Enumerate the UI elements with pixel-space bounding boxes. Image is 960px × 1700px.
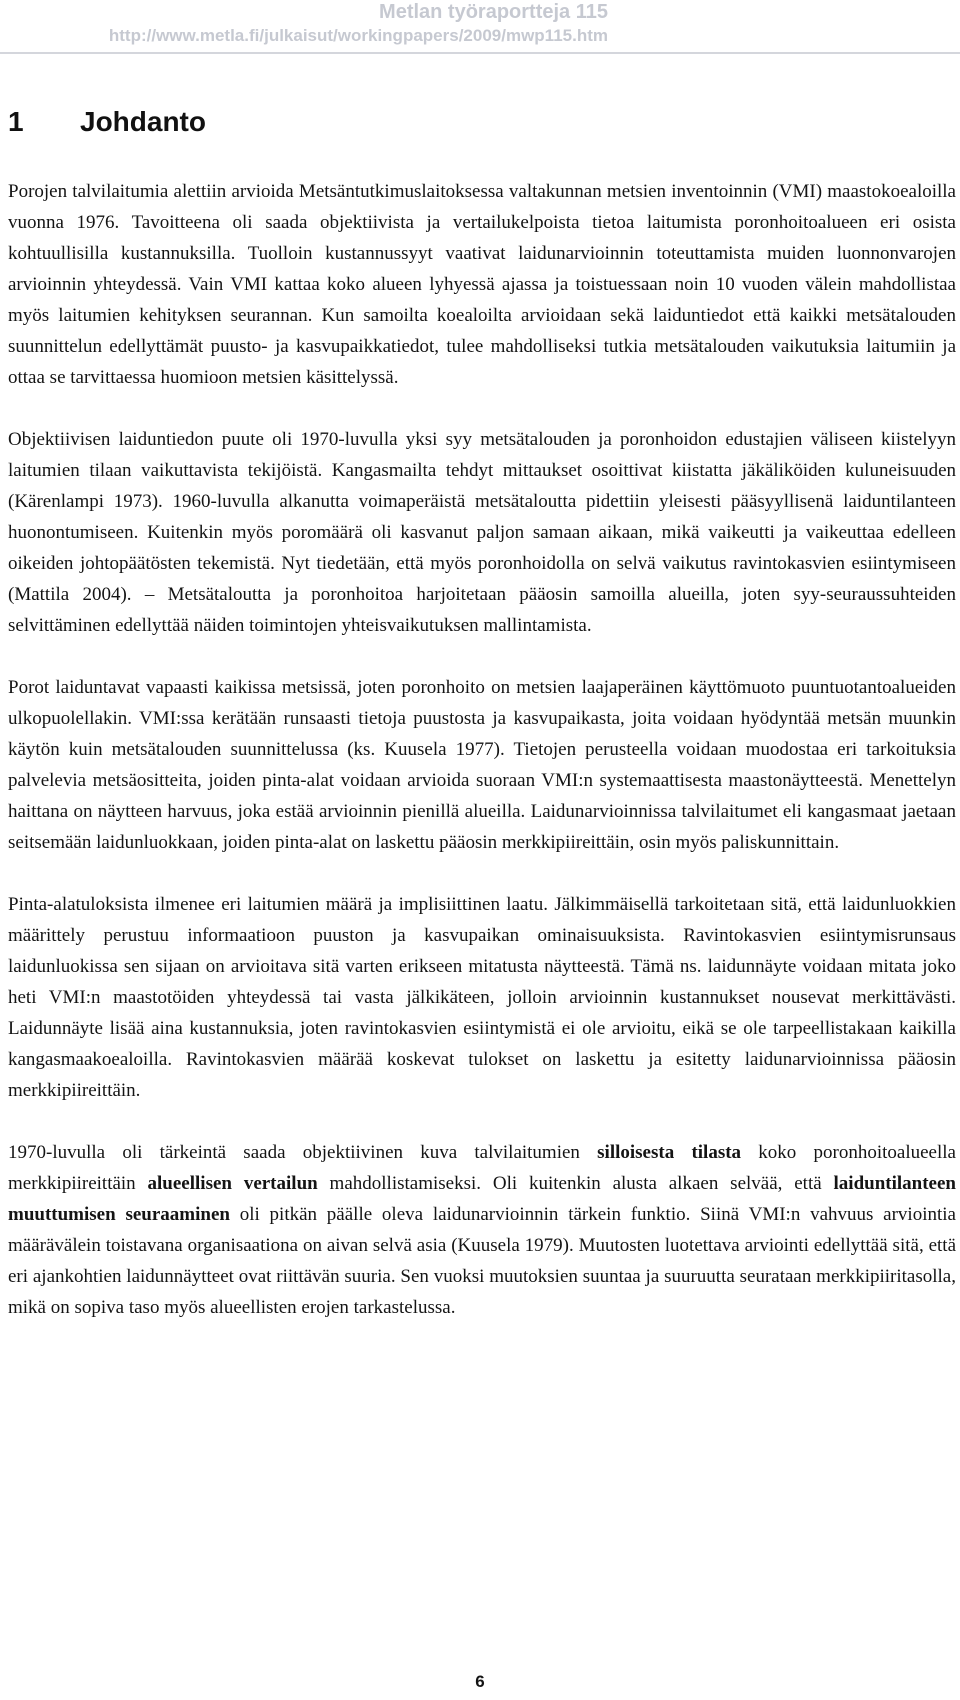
paragraph — [8, 176, 956, 393]
paragraph-text: koko poronhoitoalueella merkkipiireittäin — [8, 1142, 956, 1194]
paragraph-text: oli pitkän päälle oleva laidunarvioinnin tärkein funktio. Siinä VMI:n vahvuus arviointia määrävälein toistavana organisaationa on aivan selvä asia (Kuusela 1979). Muutosten luotettava arviointi edellyttää sitä, että eri ajankohtien laidunnäytteet ovat riittävän suuria. Sen vuoksi muutoksien suuntaa ja suuruutta seurataan merkkipiiritasolla, mikä on sopiva taso myös alueellisten erojen tarkastelussa. — [8, 1204, 956, 1318]
paragraph — [8, 424, 956, 641]
emphasis: laiduntilanteen muuttumisen seuraaminen — [8, 1173, 956, 1225]
paragraph-text: 1970-luvulla oli tärkeintä saada objektiivinen kuva talvilaitumien — [8, 1142, 598, 1163]
paragraph-text: Objektiivisen laiduntiedon puute oli 1970-luvulla yksi syy metsätalouden ja poronhoidon edustajien väliseen kiistelyyn laitumien tilaan vaikuttavista tekijöistä. Kangasmailta tehdyt mittaukset osoittivat kiistatta jäkäliköiden kuluneisuuden (Kärenlampi 1973). 1960-luvulla alkanutta voimaperäistä metsätaloutta pidettiin yleisesti pääsyyllisenä laiduntilanteen huonontumiseen. Kuitenkin myös poromäärä oli kasvanut paljon samaan aikaan, mikä vaikeutti ja vaikeuttaa edelleen oikeiden johtopäätösten tekemistä. Nyt tiedetään, että myös poronhoidolla on selvä vaikutus ravintokasvien esiintymiseen (Mattila 2004). – Metsätaloutta ja poronhoitoa harjoitetaan pääosin samoilla alueilla, joten syy-seuraussuhteiden selvittäminen edellyttää näiden toimintojen yhteisvaikutuksen mallintamista. — [8, 429, 956, 636]
paragraph-text: Porojen talvilaitumia alettiin arvioida Metsäntutkimuslaitoksessa valtakunnan metsien inventoinnin (VMI) maastokoealoilla vuonna 1976. Tavoitteena oli saada objektiivista ja vertailukelpoista tietoa laitumista poronhoitoalueen eri osista kohtuullisilla kustannuksilla. Tuolloin kustannussyyt vaativat laidunarvioinnin toteuttamista muiden luonnonvarojen arvioinnin yhteydessä. Vain VMI kattaa koko alueen lyhyessä ajassa ja toistuessaan noin 10 vuoden välein mahdollistaa myös laitumien kehityksen seurannan. Kun samoilta koealoilta arvioidaan sekä laiduntiedot että kaikki metsätalouden suunnittelun edellyttämät puusto- ja kasvupaikkatiedot, tulee mahdolliseksi tutkia metsätalouden vaikutuksia laitumiin ja ottaa se tarvittaessa huomioon metsien käsittelyssä. — [8, 181, 956, 388]
paragraph — [8, 889, 956, 1106]
running-header — [109, 0, 608, 48]
paragraph-text: Porot laiduntavat vapaasti kaikissa metsissä, joten poronhoito on metsien laajaperäinen käyttömuoto puuntuotantoalueiden ulkopuolellakin. VMI:ssa kerätään runsaasti tietoja puustosta ja kasvupaikasta, joita voidaan hyödyntää metsän muunkin käytön kuin metsätalouden suunnittelussa (ks. Kuusela 1977). Tietojen perusteella voidaan muodostaa eri tarkoituksia palvelevia metsäositteita, joiden pinta-alat voidaan arvioida suoraan VMI:n systemaattisesta maastonäytteestä. Menettelyn haittana on näytteen harvuus, joka estää arvioinnin pienillä alueilla. Laidunarvioinnissa talvilaitumet eli kangasmaat jaetaan seitsemään laidunluokkaan, joiden pinta-alat on laskettu pääosin merkkipiireittäin, osin myös paliskunnittain. — [8, 677, 956, 853]
paragraph — [8, 672, 956, 858]
paragraph — [8, 1137, 956, 1323]
paragraph-text: Pinta-alatuloksista ilmenee eri laitumien määrä ja implisiittinen laatu. Jälkimmäisellä tarkoitetaan sitä, että laidunluokkien määrittely perustuu informaatioon puuston ja kasvupaikan ominaisuuksista. Ravintokasvien esiintymisrunsaus laidunluokissa sen sijaan on arvioitava sitä varten erikseen mitatusta näytteestä. Tämä ns. laidunnäyte voidaan mitata joko heti VMI:n maastotöiden yhteydessä tai vasta jälkikäteen, jolloin arvioinnin kustannukset nousevat merkittävästi. Laidunnäyte lisää aina kustannuksia, joten ravintokasvien esiintymistä ei ole arvioitu, eikä se ole tarpeellistakaan kaikilla kangasmaakoealoilla. Ravintokasvien määrää koskevat tulokset on laskettu ja esitetty laidunarvioinnissa pääosin merkkipiireittäin. — [8, 894, 956, 1101]
section-title: Johdanto — [80, 106, 206, 137]
publication-url[interactable]: http://www.metla.fi/julkaisut/workingpapers/2009/mwp115.htm — [108, 26, 608, 45]
body-text — [8, 176, 956, 1323]
section-heading — [8, 102, 206, 142]
header-divider — [0, 52, 960, 54]
paragraph-text: mahdollistamiseksi. Oli kuitenkin alusta alkaen selvää, että — [317, 1173, 834, 1194]
emphasis: alueellisen vertailun — [147, 1173, 318, 1194]
publication-title: Metlan työraportteja 115 — [379, 1, 608, 23]
section-number: 1 — [8, 106, 24, 137]
page-number: 6 — [475, 1672, 485, 1691]
emphasis: silloisesta tilasta — [597, 1142, 742, 1163]
